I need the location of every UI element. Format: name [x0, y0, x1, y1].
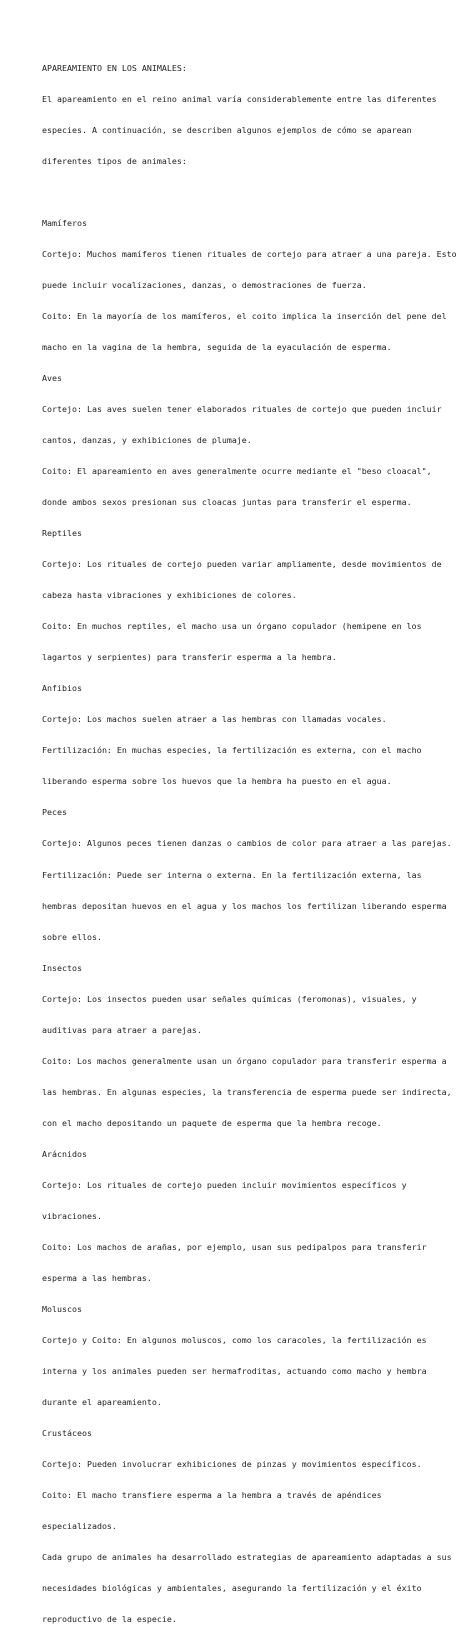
body-line: Cortejo: Pueden involucrar exhibiciones de pinzas y movimientos específicos.	[42, 1459, 422, 1470]
body-line: Cortejo: Los rituales de cortejo pueden variar ampliamente, desde movimientos de	[42, 559, 442, 570]
body-line: Cortejo: Algunos peces tienen danzas o cambios de color para atraer a las parejas.	[42, 838, 452, 849]
section-heading-reptiles: Reptiles	[42, 528, 82, 539]
body-line: Cortejo: Las aves suelen tener elaborados rituales de cortejo que pueden incluir	[42, 404, 442, 415]
body-line: cantos, danzas, y exhibiciones de plumaje.	[42, 435, 252, 446]
body-line: lagartos y serpientes) para transferir esperma a la hembra.	[42, 652, 337, 663]
body-line: con el macho depositando un paquete de esperma que la hembra recoge.	[42, 1117, 382, 1128]
section-heading-aracnidos: Arácnidos	[42, 1148, 87, 1159]
body-line: Coito: En muchos reptiles, el macho usa un órgano copulador (hemipene en los	[42, 621, 422, 632]
body-line: sobre ellos.	[42, 931, 102, 942]
body-line: las hembras. En algunas especies, la transferencia de esperma puede ser indirecta,	[42, 1086, 452, 1097]
body-line: Coito: El apareamiento en aves generalmente ocurre mediante el "beso cloacal",	[42, 466, 432, 477]
blank-line	[42, 187, 442, 197]
section-heading-peces: Peces	[42, 807, 67, 818]
body-line: Fertilización: Puede ser interna o externa. En la fertilización externa, las	[42, 869, 422, 880]
body-line: Coito: Los machos de arañas, por ejemplo, usan sus pedipalpos para transferir	[42, 1241, 427, 1252]
body-line: Cortejo: Los machos suelen atraer a las hembras con llamadas vocales.	[42, 714, 387, 725]
body-line: Cortejo: Los insectos pueden usar señales químicas (feromonas), visuales, y	[42, 993, 417, 1004]
section-heading-insectos: Insectos	[42, 962, 82, 973]
intro-line: diferentes tipos de animales:	[42, 155, 187, 166]
section-heading-mamiferos: Mamíferos	[42, 217, 87, 228]
conclusion-line: Cada grupo de animales ha desarrollado estrategias de apareamiento adaptadas a sus	[42, 1552, 452, 1563]
body-line: Cortejo: Los rituales de cortejo pueden incluir movimientos específicos y	[42, 1179, 407, 1190]
body-line: Cortejo: Muchos mamíferos tienen rituales de cortejo para atraer a una pareja. Esto	[42, 248, 457, 259]
body-line: vibraciones.	[42, 1210, 102, 1221]
document-body	[42, 42, 457, 1645]
body-line: Fertilización: En muchas especies, la fertilización es externa, con el macho	[42, 745, 422, 756]
body-line: Coito: El macho transfiere esperma a la hembra a través de apéndices	[42, 1490, 382, 1501]
body-line: interna y los animales pueden ser hermafroditas, actuando como macho y hembra	[42, 1366, 427, 1376]
body-line: auditivas para atraer a parejas.	[42, 1024, 202, 1035]
section-heading-aves: Aves	[42, 373, 62, 383]
body-line: esperma a las hembras.	[42, 1272, 152, 1283]
intro-line: El apareamiento en el reino animal varía considerablemente entre las diferentes	[42, 93, 437, 104]
body-line: Coito: Los machos generalmente usan un órgano copulador para transferir esperma a	[42, 1055, 447, 1066]
conclusion-line: reproductivo de la especie.	[42, 1614, 177, 1625]
section-heading-moluscos: Moluscos	[42, 1303, 82, 1314]
body-line: durante el apareamiento.	[42, 1397, 162, 1408]
body-line: liberando esperma sobre los huevos que la hembra ha puesto en el agua.	[42, 776, 392, 787]
body-line: hembras depositan huevos en el agua y los machos los fertilizan liberando esperma	[42, 900, 447, 911]
body-line: puede incluir vocalizaciones, danzas, o demostraciones de fuerza.	[42, 279, 367, 290]
intro-line: especies. A continuación, se describen algunos ejemplos de cómo se aparean	[42, 124, 412, 135]
section-heading-crustaceos: Crustáceos	[42, 1428, 92, 1439]
body-line: cabeza hasta vibraciones y exhibiciones de colores.	[42, 590, 297, 601]
body-line: especializados.	[42, 1521, 117, 1532]
section-heading-anfibios: Anfibios	[42, 683, 82, 694]
body-line: donde ambos sexos presionan sus cloacas juntas para transferir el esperma.	[42, 497, 412, 508]
document-title: APAREAMIENTO EN LOS ANIMALES:	[42, 62, 187, 73]
body-line: Cortejo y Coito: En algunos moluscos, como los caracoles, la fertilización es	[42, 1334, 427, 1345]
body-line: macho en la vagina de la hembra, seguida de la eyaculación de esperma.	[42, 341, 392, 352]
conclusion-line: necesidades biológicas y ambientales, asegurando la fertilización y el éxito	[42, 1583, 422, 1594]
body-line: Coito: En la mayoría de los mamíferos, el coito implica la inserción del pene del	[42, 310, 447, 321]
